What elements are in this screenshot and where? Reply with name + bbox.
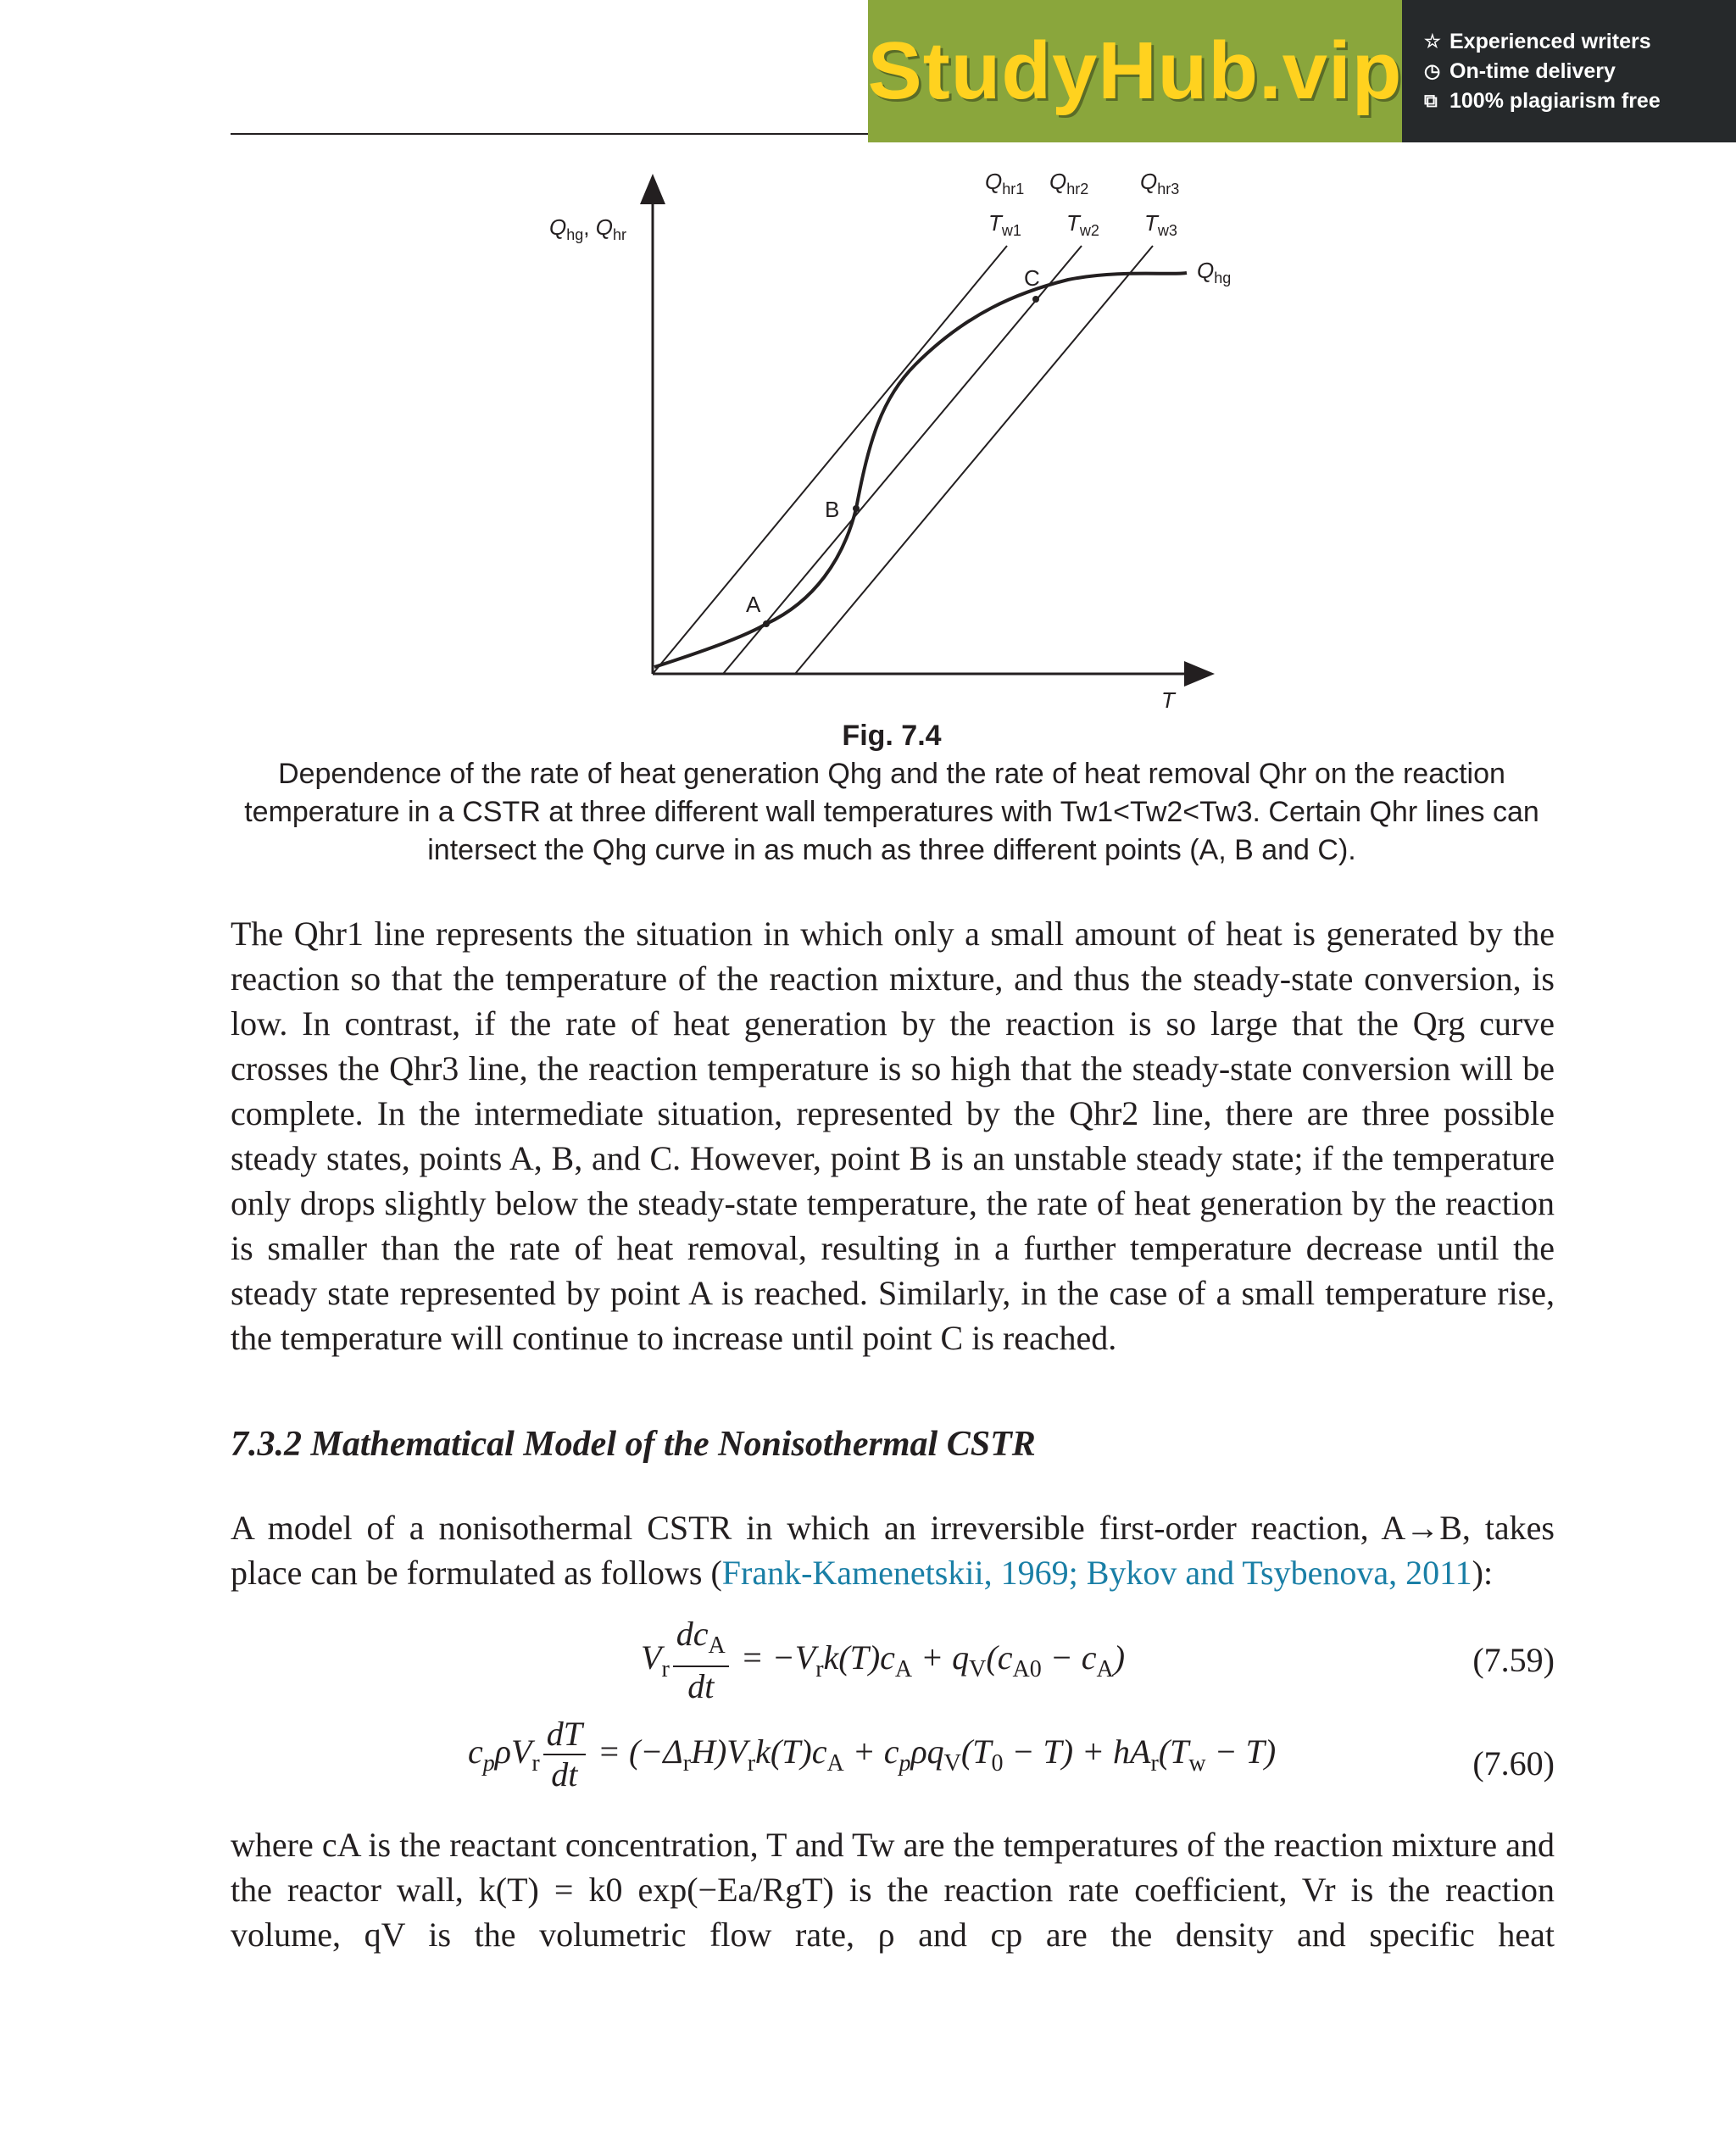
y-axis-label: $Q_{hg}$, $Q_{hr}$	[549, 214, 626, 243]
qhr1-line	[653, 246, 1007, 674]
figure-caption	[231, 717, 1553, 870]
qhg-curve-label: $Q_{hg}$	[1197, 258, 1232, 286]
paragraph-model-intro: A model of a nonisothermal CSTR in which an irreversible first-order reaction, A→B, takes place can be formulated as follows (Frank-Kamenetskii, 1969; Bykov and Tsybenova, 2011):	[231, 1509, 1555, 1592]
studyhub-banner[interactable]	[868, 0, 1736, 142]
feature-plagiarism-free: ⧉ 100% plagiarism free	[1424, 88, 1661, 113]
heat-balance-figure	[509, 161, 1271, 712]
qhr3-line	[795, 246, 1153, 674]
qhr1-label: $Q_{hr1}$	[985, 169, 1025, 197]
qhr2-label: $Q_{hr2}$	[1049, 169, 1089, 197]
feature-experienced-writers: ☆ Experienced writers	[1424, 29, 1651, 53]
figure-caption-text: Dependence of the rate of heat generation Qhg and the rate of heat removal Qhr on the reaction temperature in a CSTR at three different wall temperatures with Tw1<Tw2<Tw3. Certain Qhr lines can intersect the Qhg curve in as much as three different points (A, B and C).	[244, 758, 1539, 866]
point-a-marker	[763, 620, 770, 627]
equation-number-7-60: (7.60)	[1472, 1744, 1555, 1782]
paragraph-heat-balance: The Qhr1 line represents the situation in which only a small amount of heat is generated by the reaction so that the temperature of the reaction mixture, and thus the steady-state conversion, is low. In contrast, if the rate of heat generation by the reaction is so large that the Qrg curve crosses the Qhr3 line, the reaction temperature is so high that the steady-state conversion will be complete. In the intermediate situation, represented by the Qhr2 line, there are three possible steady states, points A, B, and C. However, point B is an unstable steady state; if the temperature only drops slightly below the steady-state temperature, the rate of heat generation by the reaction is smaller than the rate of heat removal, resulting in a further temperature decrease until the steady state represented by point A is reached. Similarly, in the case of a small temperature rise, the temperature will continue to increase until point C is reached.	[231, 915, 1555, 1357]
studyhub-logo[interactable]: StudyHub.vip	[867, 25, 1403, 116]
citation-link[interactable]: Frank-Kamenetskii, 1969; Bykov and Tsybenova, 2011	[721, 1554, 1472, 1592]
point-c-marker	[1032, 296, 1039, 303]
star-icon: ☆	[1424, 31, 1441, 52]
tw2-label: $T_{w2}$	[1066, 210, 1099, 239]
equation-number-7-59: (7.59)	[1472, 1641, 1555, 1679]
figure-title: Fig. 7.4	[842, 720, 942, 752]
equation-7-59: $V_r$ $\frac{dc_A}{dt}$ = $-V_rk(T)c_A + q_V(c_{A0} - c_A)$ (7.59)	[641, 1615, 1555, 1705]
tw3-label: $T_{w3}$	[1144, 210, 1177, 239]
paragraph-variable-definitions: where cA is the reactant concentration, T and Tw are the temperatures of the reaction mixture and the reactor wall, k(T) = k0 exp(−Ea/RgT) is the reaction rate coefficient, Vr is the reaction volume, qV is the volumetric flow rate, ρ and cp are the density and specific heat	[231, 1826, 1555, 1954]
x-axis-label: T	[1161, 687, 1175, 712]
equation-7-60: $c_p\rho V_r$ $\frac{dT}{dt}$ = $(-\Delta_rH)V_rk(T)c_A + c_p\rho q_V(T_0 - T) + hA_r(T_w - T)$ (7.60)	[468, 1715, 1555, 1793]
point-b-marker	[853, 505, 860, 512]
copy-icon: ⧉	[1424, 90, 1438, 111]
feature-on-time-delivery: ◷ On-time delivery	[1424, 58, 1616, 83]
tw1-label: $T_{w1}$	[988, 210, 1021, 239]
banner-logo-area[interactable]	[868, 0, 1402, 142]
point-c-label: C	[1024, 265, 1040, 291]
qhr2-line	[723, 246, 1082, 674]
qhr3-label: $Q_{hr3}$	[1140, 169, 1180, 197]
clock-icon: ◷	[1424, 60, 1441, 81]
point-a-label: A	[746, 592, 761, 617]
section-heading: 7.3.2 Mathematical Model of the Nonisothermal CSTR	[231, 1425, 1036, 1464]
point-b-label: B	[825, 497, 840, 522]
qhg-curve	[654, 273, 1187, 667]
banner-features	[1402, 0, 1736, 142]
